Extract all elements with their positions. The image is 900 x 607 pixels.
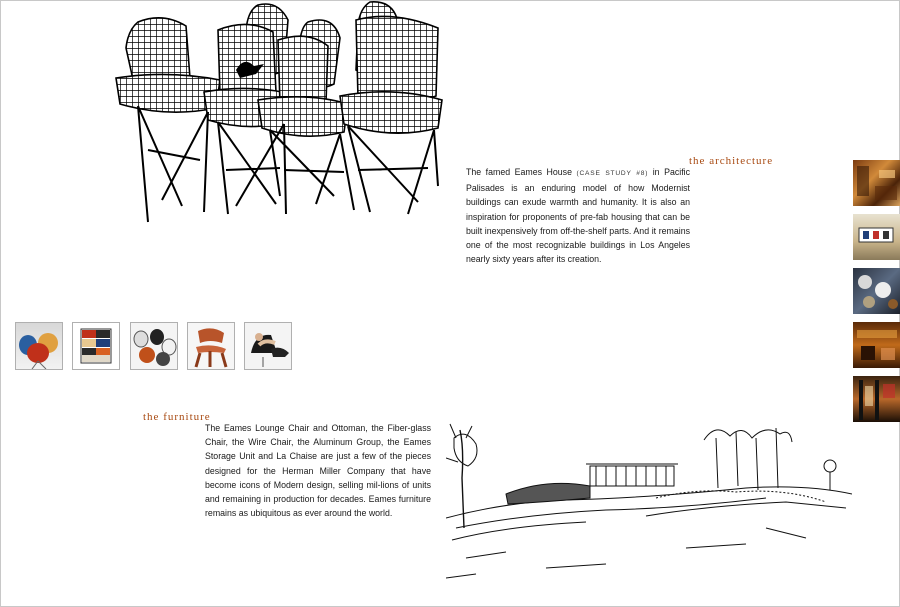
lounge-chair-photo: [244, 322, 292, 370]
objects-collection-photo: [853, 268, 900, 314]
wire-chairs-illustration: [108, 0, 443, 228]
chairs-group-photo: [130, 322, 178, 370]
furniture-paragraph: The Eames Lounge Chair and Ottoman, the Fiber-glass Chair, the Wire Chair, the Aluminum Group, the Eames Storage Unit and La Chaise are just a few of the pieces designed for the Herman Miller Company that have become icons of Modern design, selling mil-lions of units and remaining in production for decades. Eames furniture remains as ubiquitous as ever around the world.: [205, 423, 431, 519]
plywood-chair-photo: [187, 322, 235, 370]
living-room-photo: [853, 322, 900, 368]
case-study-label: (CASE STUDY #8): [576, 170, 649, 177]
house-exterior-photo: [853, 214, 900, 260]
house-facade-photo: [853, 376, 900, 422]
architecture-text-part1: The famed Eames House: [466, 167, 572, 177]
architecture-heading: the architecture: [689, 155, 774, 167]
architecture-text-part2: in Pacific Palisades is an enduring model of how Modernist buildings can exude warmth and humanity. It is also an inspiration for proponents of pre-fab housing that can be built inexpensively from off-the-shelf parts. And it remains one of the most recognizable buildings in Los Angeles nearly sixty years after its creation.: [466, 167, 690, 265]
storage-unit-photo: [72, 322, 120, 370]
fiberglass-chairs-photo: [15, 322, 63, 370]
house-interior-photo: [853, 160, 900, 206]
furniture-heading: the furniture: [143, 411, 211, 423]
eames-house-sketch: [446, 418, 852, 584]
architecture-paragraph: [466, 165, 690, 266]
